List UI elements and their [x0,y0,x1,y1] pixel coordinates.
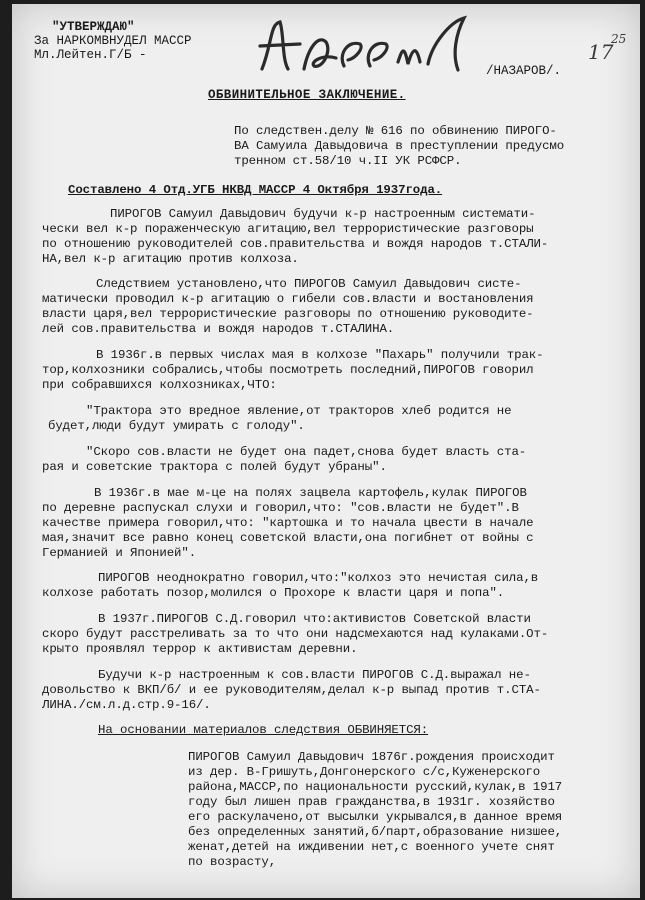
page-number-handwritten: 17 [588,40,614,64]
official-name: /НАЗАРОВ/. [486,64,562,78]
page-number-small: 25 [611,32,627,46]
document-page: "УТВЕРЖДАЮ" За НАРКОМВНУДЕЛ МАССР Мл.Лейтен.Г/Б - /НАЗАРОВ/. 17 25 ОБВИНИТЕЛЬНОЕ ЗАКЛЮЧЕНИЕ. По следствен.делу № 616 по обвинению ПИРОГО- ВА Самуила Давыдовича в преступлении предусмо тренном ст.58/10 ч.II УК РСФСР. Составлено 4 Отд.УГБ НКВД МАССР 4 Октября 1937года. ПИРОГОВ Самуил Давыдович будучи к-р настроенным системати- чески вел к-р пораженческую агитацию,вел террористические разговоры по отношению руководителей сов.правительства и вождя народов т.СТАЛИ- НА,вел к-р агитацию против колхоза. Следствием установлено,что ПИРОГОВ Самуил Давыдович систе- матически проводил к-р агитацию о гибели сов.власти и востановления власти царя,вел террористические разговоры по отношению руководите- лей сов.правительства и вождя народов т.СТАЛИНА. В 1936г.в первых числах мая в колхозе "Пахарь" получили трак- тор,колхозники собрались,чтобы посмотреть последний,ПИРОГОВ говорил при собравшихся колхозниках,ЧТО: "Трактора это вредное явление,от тракторов хлеб родится не будет,люди будут умирать с голоду". "Скоро сов.власти не будет она падет,снова будет власть ста- рая и советские трактора с полей будут убраны". В 1936г.в мае м-це на полях зацвела картофель,кулак ПИРОГОВ по деревне распускал слухи и говорил,что: "сов.власти не будет".В качестве примера говорил,что: "картошка и то начала цвести в начале мая,значит все равно конец советской власти,она погибнет от войны с Германией и Японией". ПИРОГОВ неоднократно говорил,что:"колхоз это нечистая сила,в колхозе работать позор,молился о Прохоре к власти царя и попа". В 1937г.ПИРОГОВ С.Д.говорил что:активистов Советской власти скоро будут расстреливать за то что они надсмехаются над кулаками.От- крыто проявлял террор к активистам деревни. Будучи к-р настроенным к сов.власти ПИРОГОВ С.Д.выражал не- довольство к ВКП/б/ и ее руководителям,делал к-р выпад против т.СТА- ЛИНА./см.л.д.стр.9-16/. На основании материалов следствия ОБВИНЯЕТСЯ: ПИРОГОВ Самуил Давыдович 1876г.рождения происходит из дер. В-Гришуть,Донгонерского с/с,Куженерского района,МАССР,по национальности русский,кулак,в 1917 году был лишен прав гражданства,в 1931г. хозяйство его раскулачено,от высылки укрывался,в данное время без определенных занятий,б/парт,образование низшее, женат,детей на иждивении нет,с военного учете снят по возрасту, [12,4,640,898]
approval-org: За НАРКОМВНУДЕЛ МАССР [34,34,192,48]
document-title: ОБВИНИТЕЛЬНОЕ ЗАКЛЮЧЕНИЕ. [208,88,406,102]
approval-stamp: "УТВЕРЖДАЮ" [52,20,135,34]
approval-rank: Мл.Лейтен.Г/Б - [34,48,147,62]
signature-image [252,14,492,84]
